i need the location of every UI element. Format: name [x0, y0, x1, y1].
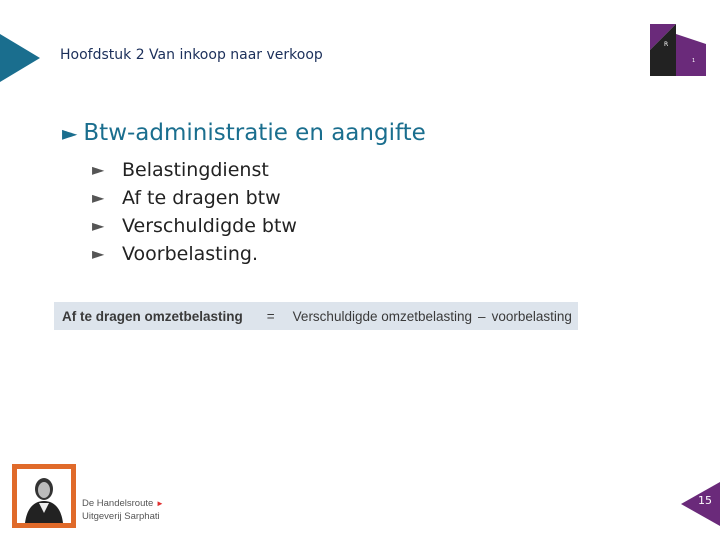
publisher-line2: Uitgeverij Sarphati — [82, 511, 160, 522]
corner-small-text: 1 — [692, 58, 696, 64]
corner-triangle-left — [0, 34, 40, 82]
list-item — [92, 240, 297, 268]
publisher-line1 — [82, 497, 164, 510]
bullet-arrow-icon: ► — [92, 216, 105, 235]
bullet-arrow-icon: ► — [92, 160, 105, 179]
publisher-name: De Handelsroute — [82, 498, 154, 509]
corner-letter: R — [664, 41, 669, 48]
publisher-arrow-icon: ► — [155, 499, 164, 508]
bullet-arrow-icon: ► — [92, 244, 105, 263]
formula-term2: voorbelasting — [491, 308, 572, 324]
heading-text: Btw-administratie en aangifte — [83, 120, 426, 146]
list-item — [92, 156, 297, 184]
corner-logo-right — [646, 24, 706, 76]
bullet-text: Voorbelasting. — [122, 243, 259, 265]
heading-arrow-icon: ► — [62, 121, 78, 145]
formula-bar — [54, 302, 578, 330]
bullet-text: Verschuldigde btw — [122, 215, 297, 237]
list-item — [92, 184, 297, 212]
formula-lhs: Af te dragen omzetbelasting — [62, 308, 243, 324]
bullet-text: Belastingdienst — [122, 159, 269, 181]
portrait-image — [17, 469, 71, 523]
formula-term1: Verschuldigde omzetbelasting — [292, 308, 473, 324]
publisher-text — [82, 497, 164, 523]
bullet-list — [92, 156, 297, 268]
chapter-title: Hoofdstuk 2 Van inkoop naar verkoop — [60, 47, 323, 63]
formula-minus: – — [478, 308, 486, 324]
list-item — [92, 212, 297, 240]
formula-equals: = — [266, 308, 275, 324]
slide-heading — [62, 120, 426, 146]
publisher-logo — [12, 464, 76, 528]
bullet-arrow-icon: ► — [92, 188, 105, 207]
portrait-icon — [17, 469, 71, 523]
bullet-text: Af te dragen btw — [122, 187, 281, 209]
page-number: 15 — [698, 494, 712, 507]
